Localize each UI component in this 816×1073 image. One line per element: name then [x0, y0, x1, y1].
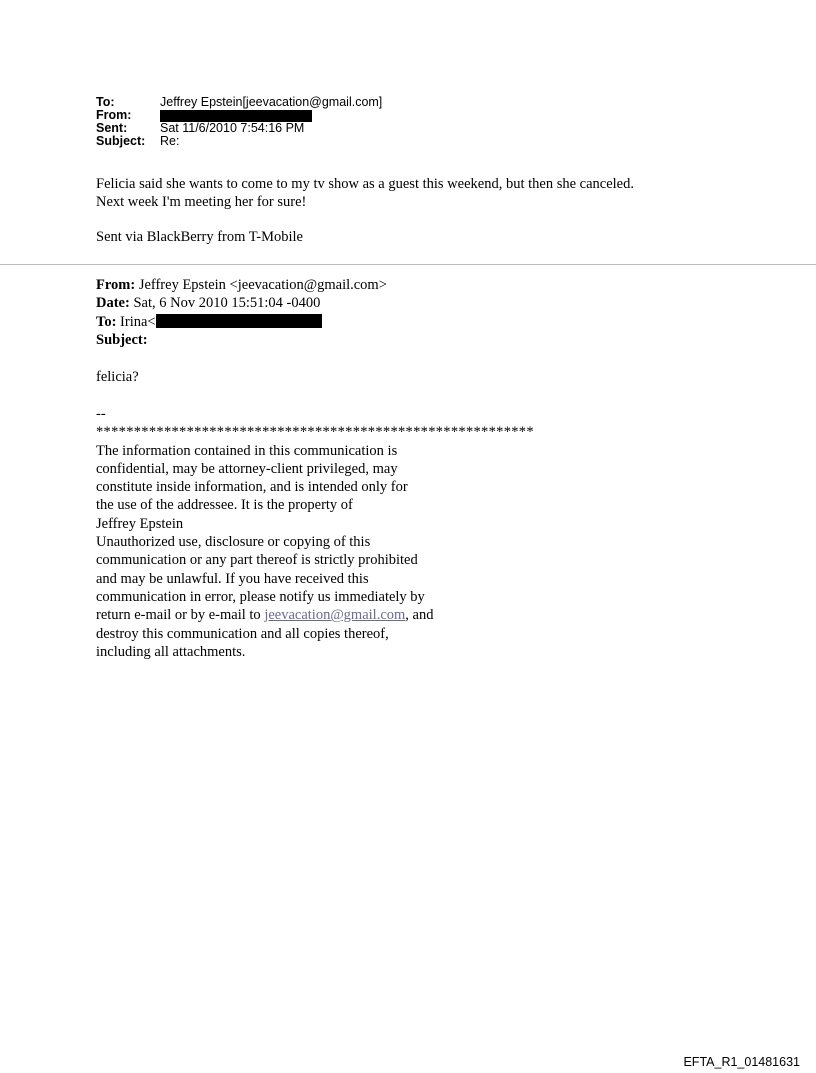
header-to-label: To: [96, 95, 115, 109]
disclaimer-dashes: -- [96, 406, 106, 422]
forwarded-from-label: From: [96, 277, 136, 293]
forwarded-subject-row [96, 331, 387, 349]
separator-line [0, 264, 816, 265]
email-header [96, 96, 382, 148]
forwarded-from-row [96, 276, 387, 294]
disclaimer-line: including all attachments. [96, 643, 246, 660]
forwarded-to-row [96, 313, 387, 331]
disclaimer-line: communication or any part thereof is strictly prohibited [96, 552, 418, 569]
forwarded-header [96, 276, 387, 349]
disclaimer-line: Unauthorized use, disclosure or copying of this [96, 534, 371, 551]
redaction-bar [156, 314, 322, 328]
header-sent-label: Sent: [96, 121, 128, 135]
disclaimer-line-pre-link: return e-mail or by e-mail to [96, 607, 265, 624]
disclaimer [96, 405, 534, 661]
disclaimer-line-post-link: , and [405, 607, 434, 624]
forwarded-date-row [96, 294, 387, 312]
message-line: Felicia said she wants to come to my tv show as a guest this weekend, but then she canceled. [96, 176, 634, 192]
disclaimer-line: the use of the addressee. It is the property of [96, 497, 353, 514]
email-link[interactable]: jeevacation@gmail.com [264, 607, 406, 624]
forwarded-date-value: Sat, 6 Nov 2010 15:51:04 -0400 [129, 295, 321, 312]
forwarded-to-label: To: [96, 313, 117, 330]
disclaimer-line: and may be unlawful. If you have received this [96, 570, 369, 587]
forwarded-to-value: Irina< [116, 313, 156, 330]
forwarded-date-label: Date: [96, 295, 130, 312]
disclaimer-stars: ********************************************************** [96, 424, 534, 441]
forwarded-body: felicia? [96, 369, 139, 385]
header-to-value: Jeffrey Epstein[jeevacation@gmail.com] [160, 95, 383, 109]
redaction-bar [160, 110, 312, 122]
header-subject-label: Subject: [96, 134, 146, 148]
message-line: Next week I'm meeting her for sure! [96, 194, 307, 211]
header-from-label: From: [96, 108, 132, 122]
disclaimer-line: communication in error, please notify us immediately by [96, 588, 425, 605]
header-to-row [96, 96, 382, 109]
disclaimer-line: Jeffrey Epstein [96, 515, 184, 532]
header-subject-row [96, 135, 382, 148]
disclaimer-line: constitute inside information, and is intended only for [96, 479, 408, 496]
header-subject-value: Re: [160, 134, 180, 148]
forwarded-subject-label: Subject: [96, 331, 148, 348]
disclaimer-line-with-link [96, 606, 534, 624]
disclaimer-line: confidential, may be attorney-client privileged, may [96, 460, 398, 477]
message-body [96, 175, 634, 212]
disclaimer-line: destroy this communication and all copies thereof, [96, 625, 389, 642]
disclaimer-line: The information contained in this communication is [96, 442, 398, 459]
forwarded-from-value: Jeffrey Epstein <jeevacation@gmail.com> [135, 277, 387, 293]
message-signature: Sent via BlackBerry from T-Mobile [96, 229, 303, 245]
document-id: EFTA_R1_01481631 [683, 1055, 800, 1069]
header-sent-value: Sat 11/6/2010 7:54:16 PM [160, 121, 305, 135]
